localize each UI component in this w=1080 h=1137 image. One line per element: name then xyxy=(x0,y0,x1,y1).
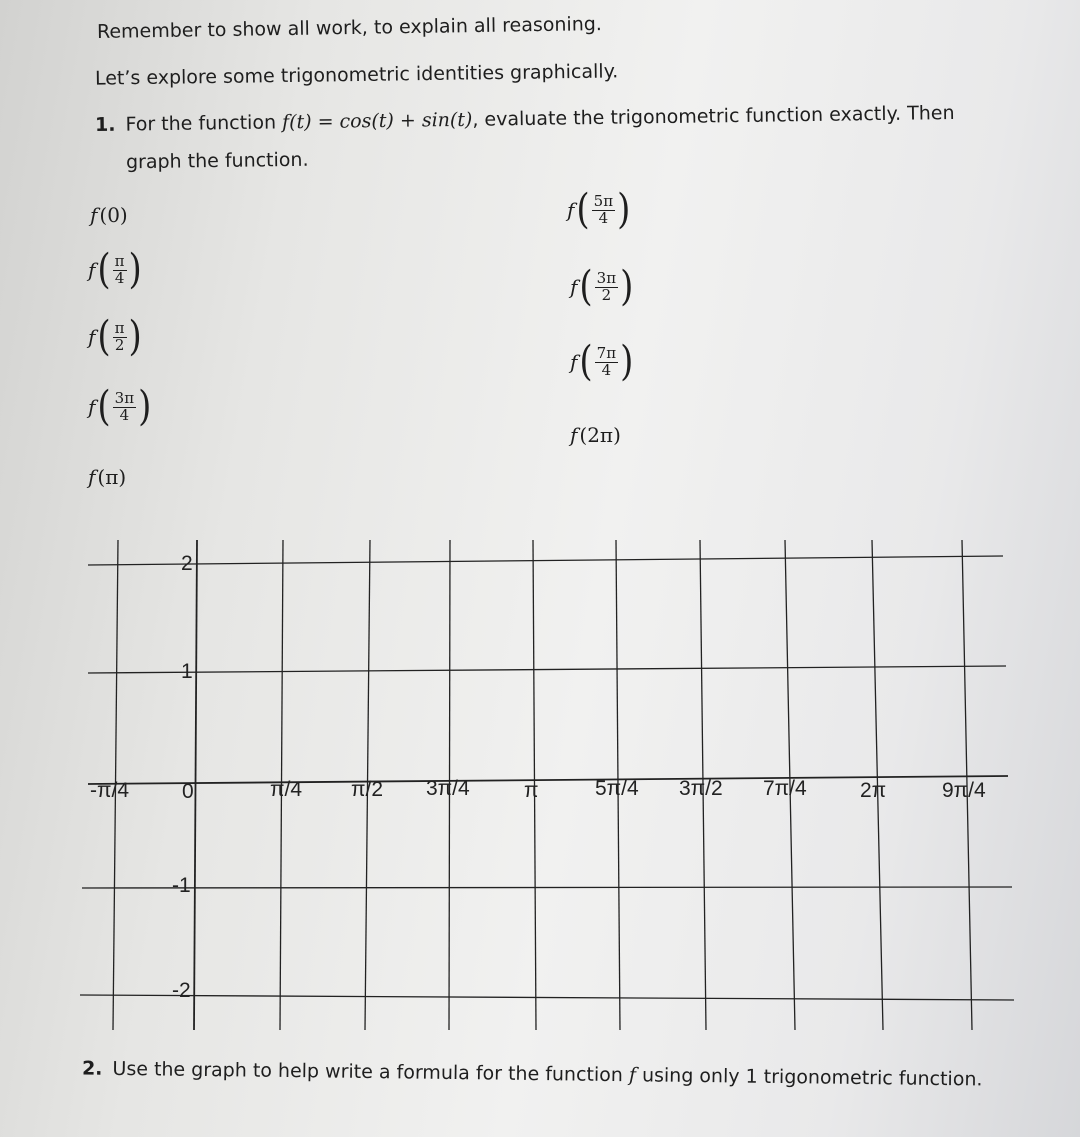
eval-f-2pi: f (2π) xyxy=(570,423,621,447)
question-1-text-b: , evaluate the trigonometric function exactly. Then xyxy=(472,102,955,131)
x-tick-label: 7π/4 xyxy=(763,777,807,800)
question-1-continuation: graph the function. xyxy=(125,148,309,174)
eval-f-pi-over-2: f ( $\frac{\pi}{2}$ ) xyxy=(88,313,142,361)
grid-horizontal-line xyxy=(88,556,1003,565)
eval-f-pi: f (π) xyxy=(88,465,127,489)
y-axis-labels xyxy=(172,552,193,1002)
x-tick-label: π/4 xyxy=(270,778,303,801)
question-1-number: 1. xyxy=(94,113,116,136)
y-tick-label: -2 xyxy=(172,979,191,1002)
eval-f-5pi-over-4: f ( $\frac{5\pi}{4}$ ) xyxy=(567,186,631,234)
eval-f-0: f (0) xyxy=(90,203,128,227)
x-axis-labels xyxy=(90,777,986,803)
eval-f-3pi-over-4: f ( $\frac{3\pi}{4}$ ) xyxy=(88,383,152,431)
question-1-text-a: For the function xyxy=(125,111,283,136)
instruction-line-2: Let’s explore some trigonometric identities graphically. xyxy=(94,60,619,90)
x-tick-label: -π/4 xyxy=(90,779,129,802)
y-tick-label: 1 xyxy=(181,660,193,683)
instruction-line-1: Remember to show all work, to explain all reasoning. xyxy=(96,13,603,43)
x-tick-label: 3π/2 xyxy=(679,777,723,800)
x-tick-label: π xyxy=(524,779,539,802)
question-2-text-b: using only 1 trigonometric function. xyxy=(635,1064,983,1091)
grid-horizontal-line xyxy=(88,666,1006,673)
grid-horizontal-line xyxy=(82,887,1012,888)
x-tick-label: π/2 xyxy=(351,778,384,801)
y-tick-label: 2 xyxy=(181,552,193,575)
x-tick-label: 2π xyxy=(860,779,887,802)
x-tick-label: 9π/4 xyxy=(942,779,986,802)
question-2-text-a: Use the graph to help write a formula for the function xyxy=(112,1057,630,1087)
x-tick-label: 5π/4 xyxy=(595,777,639,800)
x-tick-label: 0 xyxy=(182,780,194,803)
eval-f-7pi-over-4: f ( $\frac{7\pi}{4}$ ) xyxy=(570,338,634,386)
grid-horizontal-line xyxy=(80,995,1014,1000)
x-tick-label: 3π/4 xyxy=(426,777,470,800)
y-tick-label: -1 xyxy=(172,874,191,897)
question-1-formula: f(t) = cos(t) + sin(t) xyxy=(281,108,473,134)
grid-vertical-line xyxy=(194,540,197,1030)
eval-f-3pi-over-2: f ( $\frac{3\pi}{2}$ ) xyxy=(570,263,634,311)
question-2-f: f xyxy=(628,1064,637,1087)
eval-f-pi-over-4: f ( $\frac{\pi}{4}$ ) xyxy=(88,246,142,294)
question-2-number: 2. xyxy=(81,1057,103,1080)
